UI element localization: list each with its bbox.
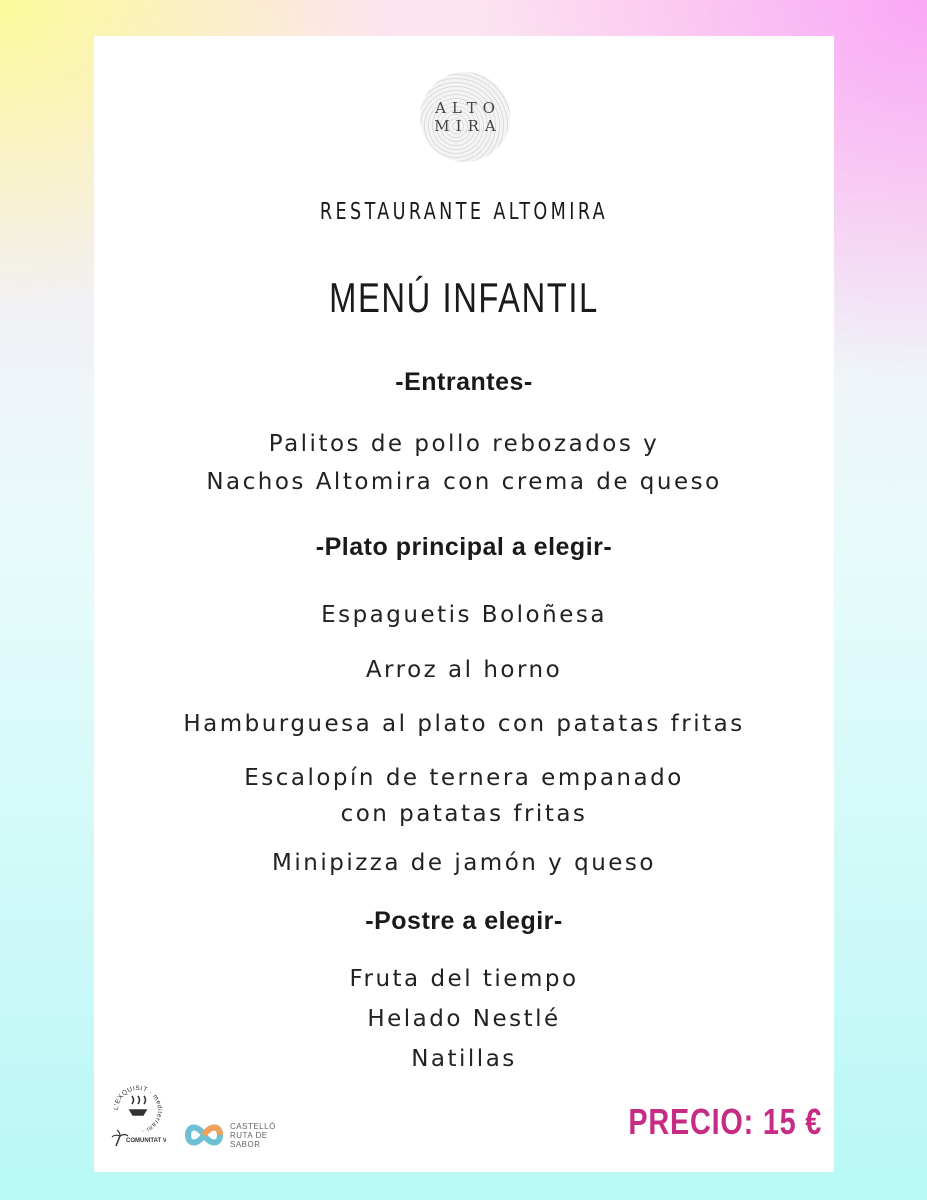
- menu-item: Nachos Altomira con crema de queso: [206, 469, 722, 495]
- menu-card: [94, 36, 834, 1172]
- logo-line-2: MIRA: [434, 117, 502, 135]
- section-title-postre: -Postre a elegir-: [365, 907, 563, 935]
- infinity-icon: [184, 1121, 224, 1149]
- menu-title: MENÚ INFANTIL: [329, 274, 599, 321]
- castello-line-2: RUTA DE: [230, 1130, 268, 1140]
- logo-line-1: ALTO: [435, 99, 501, 117]
- castello-line-1: CASTELLÓ: [230, 1121, 276, 1131]
- exquisit-ring-text: L'EXQUISIT · mediterrani ·: [112, 1084, 164, 1135]
- menu-item: con patatas fritas: [340, 801, 588, 827]
- section-title-principal: -Plato principal a elegir-: [315, 533, 613, 561]
- menu-item: Fruta del tiempo: [349, 966, 579, 992]
- menu-item: Palitos de pollo rebozados y: [268, 431, 660, 457]
- menu-item: Espaguetis Boloñesa: [321, 602, 607, 628]
- section-title-entrantes: -Entrantes-: [395, 368, 533, 396]
- menu-item: Hamburguesa al plato con patatas fritas: [183, 711, 745, 737]
- restaurant-name: RESTAURANTE ALTOMIRA: [319, 199, 609, 225]
- menu-item: Minipizza de jamón y queso: [272, 850, 656, 876]
- exquisit-logo: [110, 1080, 166, 1152]
- menu-item: Escalopín de ternera empanado: [244, 765, 684, 791]
- menu-item: Natillas: [411, 1046, 517, 1072]
- castello-line-3: SABOR: [230, 1139, 261, 1149]
- menu-item: Arroz al horno: [365, 657, 563, 683]
- price-label: PRECIO: 15 €: [628, 1101, 822, 1142]
- exquisit-sub-text: COMUNITAT V: [126, 1138, 166, 1144]
- altomira-logo: [420, 72, 510, 162]
- castello-ruta-de-sabor-logo: [184, 1118, 304, 1152]
- menu-item: Helado Nestlé: [367, 1006, 561, 1032]
